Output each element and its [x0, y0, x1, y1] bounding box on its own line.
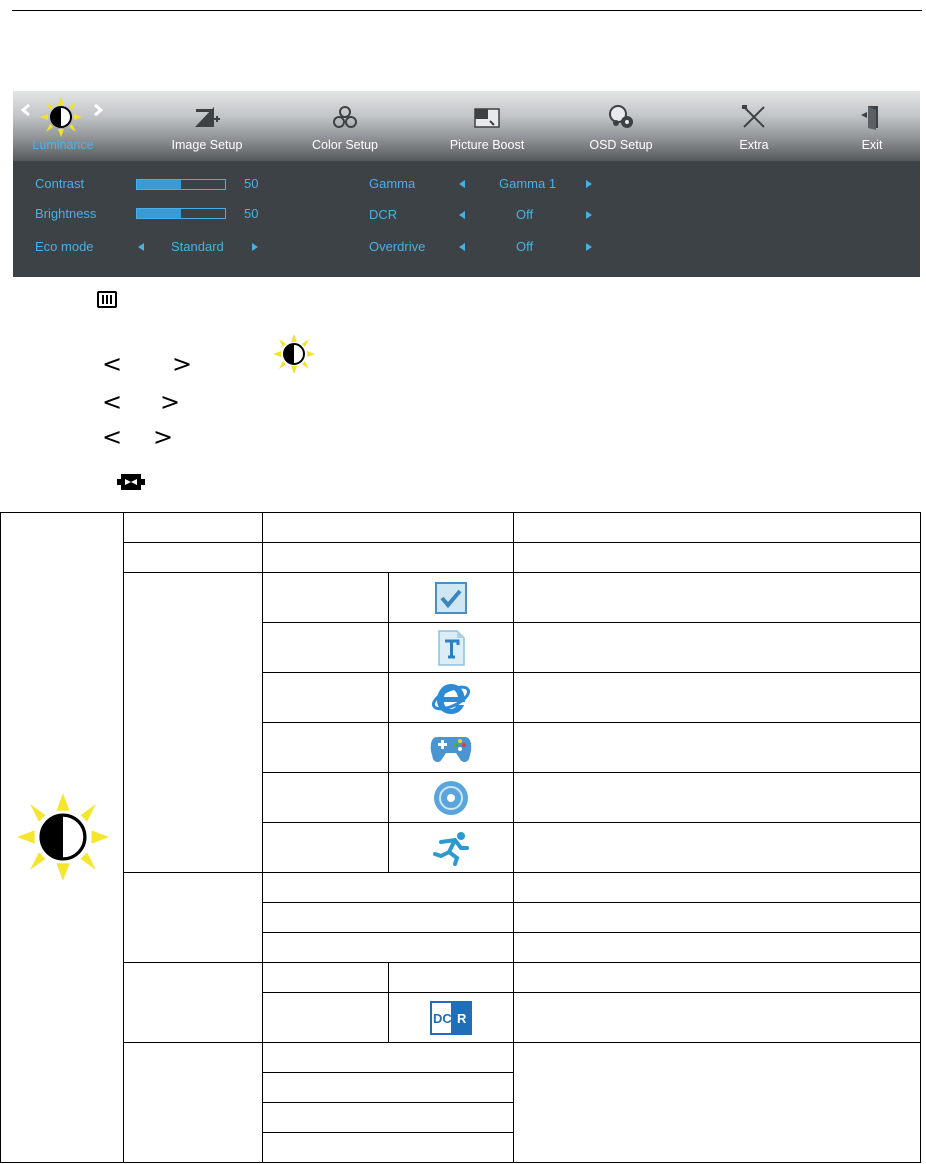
left-chevron-icon: <: [102, 388, 123, 416]
dcr-left-arrow-icon[interactable]: [459, 211, 465, 219]
gamepad-icon: [429, 729, 473, 767]
table-cell: [388, 573, 514, 623]
checkbox-icon: [433, 580, 469, 616]
table-cell: [514, 673, 921, 723]
table-cell: [262, 873, 514, 903]
tab-exit[interactable]: [839, 91, 905, 161]
svg-text:DC: DC: [432, 1010, 452, 1026]
tab-osd-setup[interactable]: [576, 91, 666, 161]
running-person-icon: [431, 830, 471, 866]
luminance-sun-icon: [272, 334, 316, 374]
table-cell: [123, 543, 262, 573]
table-cell: [514, 823, 921, 873]
table-cell: [514, 993, 921, 1043]
table-cell: [262, 1103, 514, 1133]
source-key-icon: [109, 472, 153, 492]
table-cell: [514, 513, 921, 543]
table-row: [1, 963, 921, 993]
contrast-value: 50: [244, 176, 259, 191]
tab-label-extra: Extra: [739, 138, 769, 152]
table-cell: [388, 963, 514, 993]
extra-icon: [739, 103, 769, 131]
table-row: [1, 573, 921, 623]
table-cell: [262, 963, 388, 993]
table-cell: [262, 1043, 514, 1073]
table-cell: [514, 1043, 921, 1163]
eco-mode-value: Standard: [171, 239, 224, 254]
tab-image-setup[interactable]: [159, 91, 255, 161]
contrast-slider[interactable]: [136, 179, 226, 190]
picture-boost-icon: [472, 103, 502, 131]
tab-luminance[interactable]: [13, 91, 113, 161]
contrast-slider-fill: [137, 180, 181, 189]
table-cell: [262, 623, 388, 673]
tab-label-color-setup: Color Setup: [311, 138, 378, 152]
luminance-icon: [40, 97, 82, 137]
dcr-label: DCR: [369, 207, 398, 222]
table-cell: [262, 903, 514, 933]
brightness-label: Brightness: [35, 206, 97, 221]
table-cell: [123, 1043, 262, 1163]
tab-label-picture-boost: Picture Boost: [449, 138, 525, 152]
tab-label-exit: Exit: [861, 138, 883, 152]
tab-color-setup[interactable]: [299, 91, 391, 161]
right-chevron-icon: >: [153, 423, 174, 451]
table-cell: [514, 873, 921, 903]
table-cell: [123, 873, 262, 963]
overdrive-left-arrow-icon[interactable]: [459, 243, 465, 251]
left-chevron-icon: <: [102, 350, 123, 378]
eco-mode-right-arrow-icon[interactable]: [252, 243, 258, 251]
table-cell: [262, 773, 388, 823]
dcr-value: Off: [516, 207, 534, 222]
contrast-label: Contrast: [35, 176, 85, 191]
gamma-left-arrow-icon[interactable]: [459, 180, 465, 188]
brightness-slider[interactable]: [136, 208, 226, 219]
overdrive-value: Off: [516, 239, 534, 254]
tab-extra[interactable]: [713, 91, 795, 161]
table-row: [1, 1043, 921, 1073]
tab-left-arrow-icon[interactable]: [21, 103, 31, 117]
table-cell: [514, 933, 921, 963]
table-cell: [123, 963, 262, 1043]
left-chevron-icon: <: [102, 423, 123, 451]
right-chevron-icon: >: [160, 388, 181, 416]
luminance-settings-table: [0, 512, 921, 1163]
table-cell: [388, 623, 514, 673]
exit-icon: [857, 103, 887, 131]
table-cell: [514, 723, 921, 773]
tab-label-image-setup: Image Setup: [171, 138, 243, 152]
table-cell: [514, 623, 921, 673]
table-row: [1, 513, 921, 543]
header-rule: [12, 10, 922, 11]
tab-label-osd-setup: OSD Setup: [589, 138, 653, 152]
table-cell: [388, 823, 514, 873]
brightness-slider-fill: [137, 209, 181, 218]
table-cell: [123, 513, 262, 543]
table-cell: [514, 773, 921, 823]
table-row: [1, 543, 921, 573]
menu-key-icon: [97, 291, 117, 308]
text-document-icon: [433, 628, 469, 668]
osd-menu-panel: [13, 91, 920, 277]
tab-picture-boost[interactable]: [437, 91, 537, 161]
osd-setup-icon: [606, 103, 636, 131]
table-cell: [262, 823, 388, 873]
table-cell: [262, 673, 388, 723]
dcr-right-arrow-icon[interactable]: [586, 211, 592, 219]
svg-text:R: R: [456, 1010, 467, 1026]
table-cell: [514, 963, 921, 993]
table-row: [1, 873, 921, 903]
table-cell: [262, 993, 388, 1043]
table-cell: [262, 723, 388, 773]
table-cell: [262, 543, 514, 573]
tab-label-luminance: Luminance: [32, 138, 94, 152]
image-setup-icon: [192, 103, 222, 131]
table-cell: [388, 993, 514, 1043]
movie-disc-icon: [432, 779, 470, 817]
table-cell: [388, 673, 514, 723]
table-cell: [514, 543, 921, 573]
gamma-label: Gamma: [369, 176, 416, 191]
table-cell: [123, 573, 262, 873]
tab-right-arrow-icon[interactable]: [93, 103, 103, 117]
eco-mode-label: Eco mode: [35, 239, 94, 254]
color-setup-icon: [330, 103, 360, 131]
table-cell: [262, 573, 388, 623]
eco-mode-left-arrow-icon[interactable]: [138, 243, 144, 251]
table-cell: [262, 933, 514, 963]
table-cell: [388, 773, 514, 823]
gamma-value: Gamma 1: [499, 176, 557, 191]
table-cell: [514, 903, 921, 933]
table-cell: [262, 1133, 514, 1163]
overdrive-right-arrow-icon[interactable]: [586, 243, 592, 251]
right-chevron-icon: >: [172, 350, 193, 378]
table-cell: [514, 573, 921, 623]
table-cell: [262, 1073, 514, 1103]
overdrive-label: Overdrive: [369, 239, 426, 254]
internet-explorer-icon: [431, 676, 471, 720]
table-cell: [388, 723, 514, 773]
table-cell: [262, 513, 514, 543]
gamma-right-arrow-icon[interactable]: [586, 180, 592, 188]
luminance-sun-icon: [17, 791, 109, 883]
dcr-icon: [430, 1001, 472, 1035]
brightness-value: 50: [244, 206, 259, 221]
